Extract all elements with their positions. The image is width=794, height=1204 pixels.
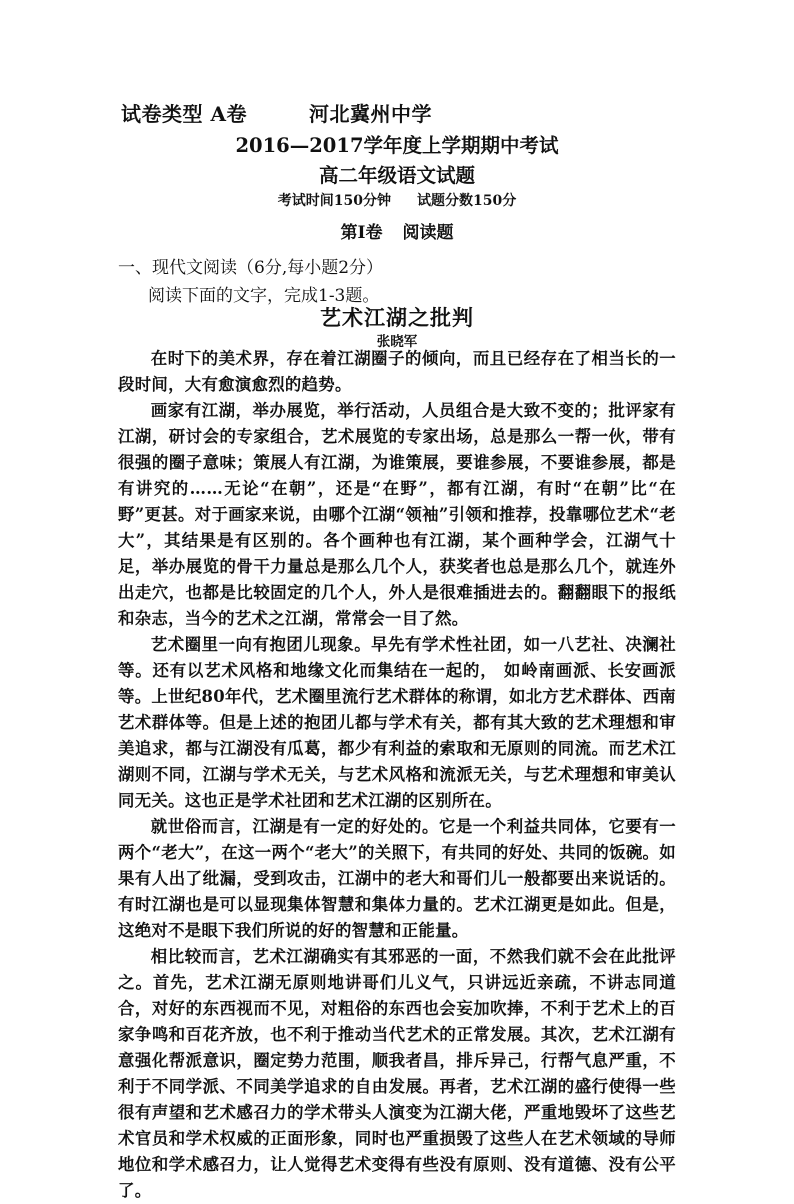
volume-name: 阅读题 [402,223,454,243]
paper-header-line [121,98,432,127]
volume-number: 第Ⅰ卷 [340,223,383,243]
article-body [118,346,676,1204]
section-heading: 一、现代文阅读（6分,每小题2分） [118,258,384,278]
paper-type-label: 试卷类型 A卷 [121,102,247,126]
section-instruction: 阅读下面的文字，完成1-3题。 [148,286,380,306]
article-paragraph: 相比较而言，艺术江湖确实有其邪恶的一面，不然我们就不会在此批评之。首先，艺术江湖无原则地讲哥们儿义气，只讲远近亲疏，不讲志同道合，对好的东西视而不见，对粗俗的东西也会妄加吹捧，不利于艺术上的百家争鸣和百花齐放，也不利于推动当代艺术的正常发展。其次，艺术江湖有意强化帮派意识，圈定势力范围，顺我者昌，排斥异己，行帮气息严重，不利于不同学派、不同美学追求的自由发展。再者，艺术江湖的盛行使得一些很有声望和艺术感召力的学术带头人演变为江湖大佬，严重地毁坏了这些艺术官员和学术权威的正面形象，同时也严重损毁了这些人在艺术领域的导师地位和学术感召力，让人觉得艺术变得有些没有原则、没有道德、没有公平了。 [118,947,676,1200]
article-title: 艺术江湖之批判 [320,305,474,330]
article-paragraph: 在时下的美术界，存在着江湖圈子的倾向，而且已经存在了相当长的一段时间，大有愈演愈烈的趋势。 [118,349,676,394]
exam-score: 试题分数150分 [417,193,517,209]
school-name: 河北冀州中学 [308,102,432,126]
article-paragraph: 艺术圈里一向有抱团儿现象。早先有学术性社团，如一八艺社、决澜社等。还有以艺术风格和地缘文化而集结在一起的， 如岭南画派、长安画派等。上世纪80年代，艺术圈里流行艺术群体的称谓，如北方艺术群体、西南艺术群体等。但是上述的抱团儿都与学术有关，都有其大致的艺术理想和审美追求，都与江湖没有瓜葛，都少有利益的索取和无原则的同流。而艺术江湖则不同，江湖与学术无关，与艺术风格和流派无关，与艺术理想和审美认同无关。这也正是学术社团和艺术江湖的区别所在。 [118,635,676,810]
exam-title: 2016—2017学年度上学期期中考试 [235,134,559,157]
volume-heading [0,218,794,243]
article-paragraph: 画家有江湖，举办展览，举行活动，人员组合是大致不变的；批评家有江湖，研讨会的专家组合，艺术展览的专家出场，总是那么一帮一伙，带有很强的圈子意味；策展人有江湖，为谁策展，要谁参展，不要谁参展，都是有讲究的……无论“在朝”，还是“在野”，都有江湖，有时“在朝”比“在野”更甚。对于画家来说，由哪个江湖“领袖”引领和推荐，投靠哪位艺术“老大”，其结果是有区别的。各个画种也有江湖，某个画种学会，江湖气十足，举办展览的骨干力量总是那么几个人，获奖者也总是那么几个，就连外出走穴，也都是比较固定的几个人，外人是很难插进去的。翻翻眼下的报纸和杂志，当今的艺术之江湖，常常会一目了然。 [118,401,676,628]
exam-meta [0,190,794,210]
exam-time: 考试时间150分钟 [277,193,391,209]
subject-title: 高二年级语文试题 [318,164,475,187]
article-paragraph: 就世俗而言，江湖是有一定的好处的。它是一个利益共同体，它要有一两个“老大”，在这一两个“老大”的关照下，有共同的好处、共同的饭碗。如果有人出了纰漏，受到攻击，江湖中的老大和哥们儿一般都要出来说话的。有时江湖也是可以显现集体智慧和集体力量的。艺术江湖更是如此。但是，这绝对不是眼下我们所说的好的智慧和正能量。 [118,817,676,940]
article-author: 张晓军 [376,334,418,350]
